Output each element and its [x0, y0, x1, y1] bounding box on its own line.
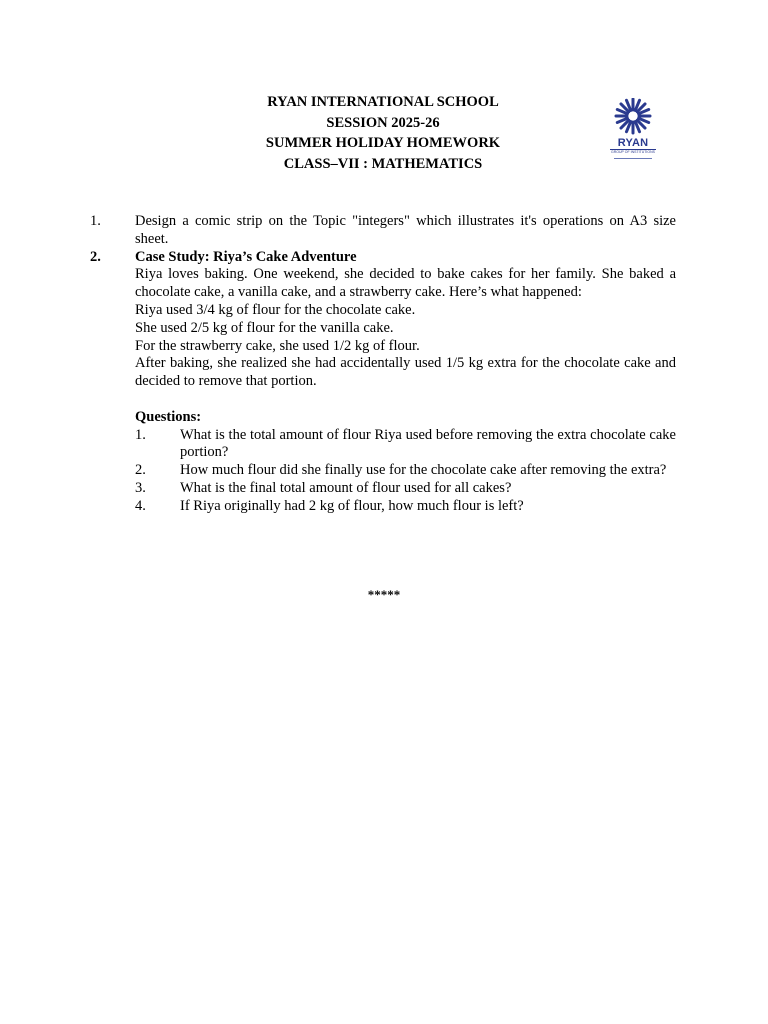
question-item [135, 462, 676, 480]
class-subject: CLASS–VII : MATHEMATICS [283, 155, 483, 172]
logo-subtitle: GROUP OF INSTITUTIONS [611, 150, 655, 154]
end-marker: ***** [367, 587, 401, 602]
question-text: How much flour did she finally use for the chocolate cake after removing the extra? [180, 462, 667, 479]
school-name: RYAN INTERNATIONAL SCHOOL [267, 94, 499, 110]
question-number: 4. [135, 497, 146, 514]
case-study-line: Riya used 3/4 kg of flour for the chocolate cake. [135, 301, 416, 318]
item-text: Design a comic strip on the Topic "integers" which illustrates it's operations on A3 size sheet. [135, 213, 676, 247]
session-label: SESSION 2025-26 [326, 114, 440, 131]
list-item [0, 213, 768, 249]
homework-title: SUMMER HOLIDAY HOMEWORK [265, 135, 501, 151]
case-study-line: For the strawberry cake, she used 1/2 kg of flour. [135, 337, 420, 354]
questions-label: Questions: [135, 408, 202, 425]
list-item [0, 249, 768, 516]
question-item [135, 480, 676, 498]
logo-name: RYAN [617, 137, 649, 149]
school-logo [604, 98, 662, 164]
question-text: What is the total amount of flour Riya used before removing the extra chocolate cake portion? [180, 426, 676, 461]
item-number: 2. [90, 248, 101, 265]
case-study-line: She used 2/5 kg of flour for the vanilla cake. [135, 319, 394, 336]
case-study-closing: After baking, she realized she had accidentally used 1/5 kg extra for the chocolate cake and decided to remove that portion. [135, 355, 676, 390]
question-text: If Riya originally had 2 kg of flour, how much flour is left? [180, 497, 524, 514]
sunburst-logo-icon [604, 98, 662, 138]
homework-content [0, 213, 768, 516]
item-number: 1. [90, 213, 101, 229]
question-number: 1. [135, 426, 146, 443]
question-text: What is the final total amount of flour used for all cakes? [180, 479, 512, 496]
question-number: 3. [135, 479, 146, 496]
logo-underline [614, 158, 652, 159]
question-number: 2. [135, 462, 146, 479]
case-study-paragraph: Riya loves baking. One weekend, she decided to bake cakes for her family. She baked a chocolate cake, a vanilla cake, and a strawberry cake. Here’s what happened: [135, 266, 676, 301]
case-study-heading: Case Study: Riya’s Cake Adventure [135, 248, 357, 265]
question-item [135, 498, 676, 516]
question-item [135, 427, 676, 463]
